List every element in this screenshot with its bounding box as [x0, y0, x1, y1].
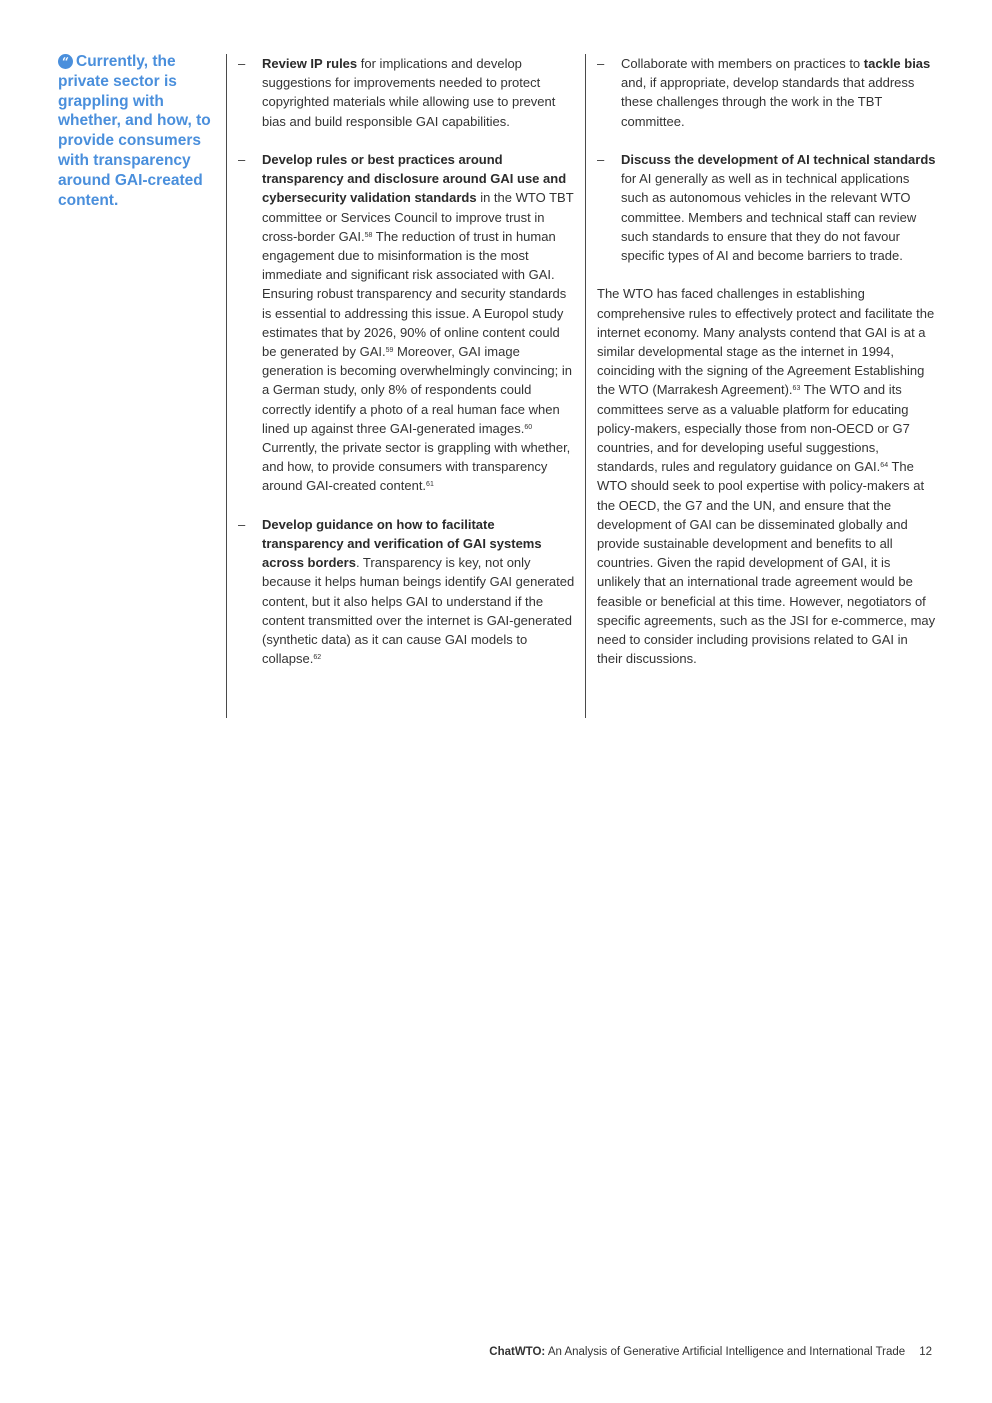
pull-quote: [58, 52, 218, 210]
item-text: Moreover, GAI image generation is becoming overwhelmingly convincing; in a German study, only 8% of respondents could correctly identify a photo of a real human face when lined up against three GAI-generated images.: [262, 344, 573, 436]
list-item: [227, 54, 577, 131]
list-item: [586, 54, 936, 131]
item-text: Collaborate with members on practices to: [621, 56, 864, 71]
footnote-ref[interactable]: 58: [364, 231, 373, 239]
item-heading: Review IP rules: [262, 56, 358, 71]
item-heading: Develop rules or best practices around transparency and disclosure around GAI use and cybersecurity validation standards: [262, 152, 567, 206]
dash-bullet: –: [597, 152, 605, 167]
dash-bullet: –: [597, 56, 605, 71]
pull-quote-text: Currently, the private sector is grappling with whether, and how, to provide consumers with transparency around GAI-created content.: [58, 53, 211, 209]
item-text: Currently, the private sector is grappling with whether, and how, to provide consumers with transparency around GAI-created content.: [262, 440, 571, 494]
dash-bullet: –: [238, 56, 246, 71]
paragraph-text: The WTO and its committees serve as a valuable platform for educating policy-makers, especially those from non-OECD or G7 countries, and for developing useful suggestions, standards, rules and regulatory guidance on GAI.: [597, 382, 910, 475]
page-number: 12: [919, 1346, 932, 1358]
footnote-ref[interactable]: 61: [426, 481, 434, 489]
item-text: and, if appropriate, develop standards that address these challenges through the work in the TBT committee.: [621, 75, 915, 129]
quote-icon: “: [58, 54, 73, 69]
footnote-ref[interactable]: 59: [385, 347, 394, 355]
list-item: [227, 515, 577, 669]
paragraph-text: The WTO should seek to pool expertise with policy-makers at the OECD, the G7 and the UN, and ensure that the development of GAI can be disseminated globally and provide sustainable development and benefits to all countries. Given the rapid development of GAI, it is unlikely that an international trade agreement would be feasible or beneficial at this time. However, negotiators of specific agreements, such as the JSI for e-commerce, may need to consider including provisions related to GAI in their discussions.: [597, 459, 936, 667]
list-item: [227, 150, 577, 496]
footer-brand: ChatWTO:: [489, 1346, 546, 1358]
footer-title: An Analysis of Generative Artificial Intelligence and International Trade: [545, 1346, 906, 1358]
item-text: . Transparency is key, not only because it helps human beings identify GAI generated content, but it also helps GAI to understand if the content transmitted over the internet is GAI-generated (synthetic data) as it can cause GAI models to collapse.: [262, 555, 575, 667]
item-heading: Discuss the development of AI technical standards: [621, 152, 936, 167]
page-footer: [489, 1346, 932, 1358]
item-heading: Develop guidance on how to facilitate transparency and verification of GAI systems across borders: [262, 516, 542, 571]
item-text: for AI generally as well as in technical applications such as autonomous vehicles in the relevant WTO committee. Members and technical staff can review such standards to ensure that they do not favour specific types of AI and become barriers to trade.: [621, 171, 917, 264]
item-text: in the WTO TBT committee or Services Council to improve trust in cross-border GAI.: [262, 190, 574, 244]
footnote-ref[interactable]: 63: [792, 385, 801, 393]
dash-bullet: –: [238, 516, 246, 532]
item-heading: tackle bias: [863, 56, 931, 71]
list-item: [586, 150, 936, 265]
footnote-ref[interactable]: 64: [880, 462, 889, 470]
item-text: for implications and develop suggestions for improvements needed to protect copyrighted materials while allowing use to prevent bias and build responsible GAI capabilities.: [262, 56, 556, 129]
footnote-ref[interactable]: 62: [313, 654, 322, 662]
paragraph-text: The WTO has faced challenges in establishing comprehensive rules to effectively protect and facilitate the internet economy. Many analysts contend that GAI is at a similar developmental stage as the internet in 1994, coinciding with the signing of the Agreement Establishing the WTO (Marrakesh Agreement).: [597, 286, 935, 398]
dash-bullet: –: [238, 152, 246, 167]
column-left: [226, 54, 577, 718]
footnote-ref[interactable]: 60: [524, 423, 533, 431]
body-paragraph: [586, 284, 936, 668]
item-text: The reduction of trust in human engagement due to misinformation is the most immediate and significant risk associated with GAI. Ensuring robust transparency and security standards is essential to addressing this issue. A Europol study estimates that by 2026, 90% of online content could be generated by GAI.: [262, 228, 567, 360]
column-right: [585, 54, 936, 718]
